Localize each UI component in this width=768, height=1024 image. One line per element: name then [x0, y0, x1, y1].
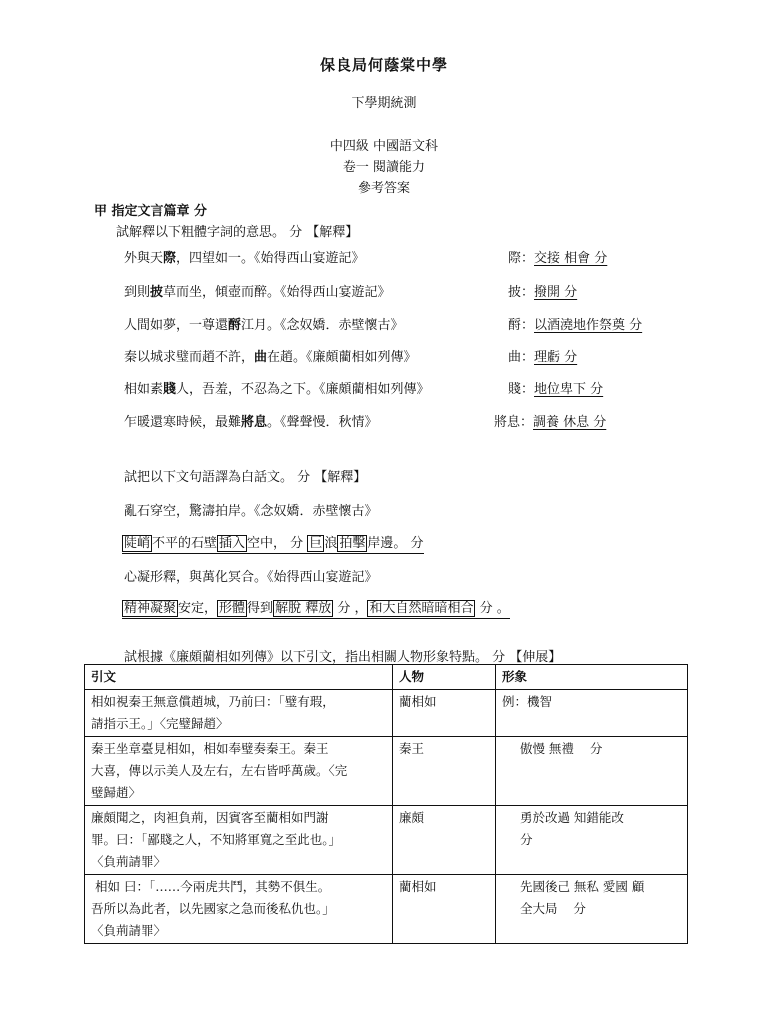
- exam-title: 下學期統測: [351, 96, 417, 111]
- vocab-sentence: [124, 281, 391, 300]
- section-heading: 甲 指定文言篇章 分: [94, 204, 208, 219]
- quote-line: 廉頗聞之，肉袒負荊，因賓客至藺相如門謝: [91, 810, 329, 825]
- vocab-answer-text: 撥開 分: [534, 285, 578, 300]
- answer-keyword: 精神凝聚: [124, 601, 177, 616]
- quote-line: 請指示王。」〈完璧歸趙〉: [91, 716, 229, 731]
- answer-text: 得到: [247, 601, 274, 616]
- quote-line: 相如 曰：「……今兩虎共鬥，其勢不俱生。: [91, 879, 331, 894]
- answer-keyword: 解脫 釋放: [275, 601, 332, 616]
- vocab-answer: [508, 314, 642, 333]
- answer-keyword: 形體: [219, 601, 246, 616]
- grade-subject: 中四級 中國語文科: [329, 139, 439, 154]
- trait-line: 勇於改過 知錯能改: [519, 810, 624, 825]
- quote-line: 〈負荊請罪〉: [91, 923, 167, 938]
- vocab-answer: [494, 411, 606, 430]
- part1-instruction: 試解釋以下粗體字詞的意思。 分 【解釋】: [116, 225, 359, 240]
- table-header-row: [85, 665, 688, 690]
- trait-cell: [495, 737, 687, 806]
- vocab-answer-text: 以酒澆地作祭奠 分: [534, 318, 643, 333]
- vocab-keyword: 賤: [163, 382, 177, 397]
- answer-text: 空中， 分: [247, 536, 308, 551]
- vocab-answer-text: 理虧 分: [534, 350, 578, 365]
- trait-cell: [495, 875, 687, 944]
- school-name: 保良局何蔭棠中學: [319, 56, 448, 74]
- person-cell: 藺相如: [392, 690, 495, 737]
- trait-cell: [495, 806, 687, 875]
- vocab-sentence: [124, 378, 430, 397]
- part3-instruction: 試根據《廉頗藺相如列傳》以下引文，指出相關人物形象特點。 分 【伸展】: [124, 650, 562, 665]
- translation-answer-1: [122, 532, 424, 554]
- quote-cell: [85, 690, 393, 737]
- header-person: 人物: [392, 665, 495, 690]
- trait-cell: [495, 690, 687, 737]
- vocab-term: 披：: [508, 285, 535, 300]
- quote-line: 〈負荊請罪〉: [91, 854, 167, 869]
- vocab-answer: [508, 346, 577, 365]
- quote-cell: [85, 737, 393, 806]
- quote-cell: [85, 806, 393, 875]
- vocab-answer-text: 地位卑下 分: [534, 382, 604, 397]
- table-row: [85, 875, 688, 944]
- vocab-answer: [508, 247, 607, 266]
- trait-line: 全大局 分: [519, 901, 586, 916]
- quote-line: 秦王坐章臺見相如，相如奉璧奏秦王。秦王: [91, 741, 329, 756]
- vocab-keyword: 曲: [254, 350, 268, 365]
- vocab-keyword: 酹: [228, 318, 242, 333]
- translation-question-2: 心凝形釋，與萬化冥合。《始得西山宴遊記》: [124, 570, 378, 585]
- vocab-answer: [508, 378, 603, 397]
- answer-keyword: 拍擊: [339, 536, 366, 551]
- vocab-keyword: 披: [150, 285, 164, 300]
- person-cell: 廉頗: [392, 806, 495, 875]
- vocab-term: 將息：: [494, 415, 534, 430]
- trait-line: 先國後己 無私 愛國 顧: [519, 879, 645, 894]
- vocab-text: 到則: [124, 285, 151, 300]
- quote-line: 璧歸趙〉: [91, 785, 142, 800]
- vocab-sentence: [124, 247, 365, 266]
- answer-text: 分 。: [475, 601, 510, 616]
- vocab-text: 人間如夢，一尊還: [124, 318, 229, 333]
- vocab-text: ，四望如一。《始得西山宴遊記》: [176, 251, 365, 266]
- vocab-term: 曲：: [508, 350, 535, 365]
- answer-text: 分 ，: [333, 601, 368, 616]
- vocab-answer-text: 調養 休息 分: [533, 415, 607, 430]
- answer-text: 岸邊。 分: [367, 536, 424, 551]
- table-row: [85, 690, 688, 737]
- vocab-text: 乍暖還寒時候，最難: [124, 415, 242, 430]
- translation-question-1: 亂石穿空，驚濤拍岸。《念奴嬌．赤壁懷古》: [124, 504, 378, 519]
- quote-line: 大喜，傳以示美人及左右，左右皆呼萬歲。〈完: [91, 763, 348, 778]
- translation-answer-2: [122, 597, 510, 619]
- vocab-term: 酹：: [508, 318, 535, 333]
- answer-keyword: 插入: [219, 536, 246, 551]
- vocab-answer-text: 交接 相會 分: [534, 251, 608, 266]
- vocab-text: 。《聲聲慢．秋情》: [267, 415, 378, 430]
- answer-text: 浪: [324, 536, 338, 551]
- vocab-text: 草而坐，傾壺而醉。《始得西山宴遊記》: [163, 285, 391, 300]
- table-row: [85, 737, 688, 806]
- table-body: [85, 690, 688, 944]
- vocab-text: 秦以城求璧而趙不許，: [124, 350, 255, 365]
- trait-line: 傲慢 無禮 分: [519, 741, 603, 756]
- quote-line: 罪。曰：「鄙賤之人，不知將軍寬之至此也。」: [91, 832, 342, 847]
- character-table: [84, 664, 688, 944]
- vocab-keyword: 際: [163, 251, 177, 266]
- person-cell: 藺相如: [392, 875, 495, 944]
- vocab-text: 在趙。《廉頗藺相如列傳》: [267, 350, 417, 365]
- header-quote: 引文: [85, 665, 393, 690]
- quote-line: 吾所以為此者，以先國家之急而後私仇也。」: [91, 901, 335, 916]
- vocab-term: 際：: [508, 251, 535, 266]
- answer-keyword: 和大自然暗暗相合: [369, 601, 474, 616]
- answer-text: 安定，: [178, 601, 218, 616]
- vocab-sentence: [124, 314, 404, 333]
- vocab-sentence: [124, 411, 378, 430]
- header-trait: 形象: [495, 665, 687, 690]
- trait-line: 例：機智: [501, 694, 552, 709]
- vocab-term: 賤：: [508, 382, 535, 397]
- vocab-text: 外與天: [124, 251, 164, 266]
- answer-keyword: 巨: [309, 536, 323, 551]
- paper-title: 卷一 閱讀能力: [342, 160, 426, 175]
- table-row: [85, 806, 688, 875]
- trait-line: 分: [519, 832, 533, 847]
- vocab-answer: [508, 281, 577, 300]
- person-cell: 秦王: [392, 737, 495, 806]
- vocab-sentence: [124, 346, 417, 365]
- quote-cell: [85, 875, 393, 944]
- vocab-text: 人，吾羞，不忍為之下。《廉頗藺相如列傳》: [176, 382, 430, 397]
- vocab-keyword: 將息: [241, 415, 268, 430]
- part2-instruction: 試把以下文句語譯為白話文。 分 【解釋】: [124, 470, 367, 485]
- vocab-text: 江月。《念奴嬌．赤壁懷古》: [241, 318, 404, 333]
- doc-type: 參考答案: [357, 181, 410, 196]
- answer-keyword: 陡峭: [124, 536, 151, 551]
- vocab-text: 相如素: [124, 382, 164, 397]
- quote-line: 相如視秦王無意償趙城，乃前曰：「璧有瑕，: [91, 694, 335, 709]
- answer-text: 不平的石壁: [152, 536, 218, 551]
